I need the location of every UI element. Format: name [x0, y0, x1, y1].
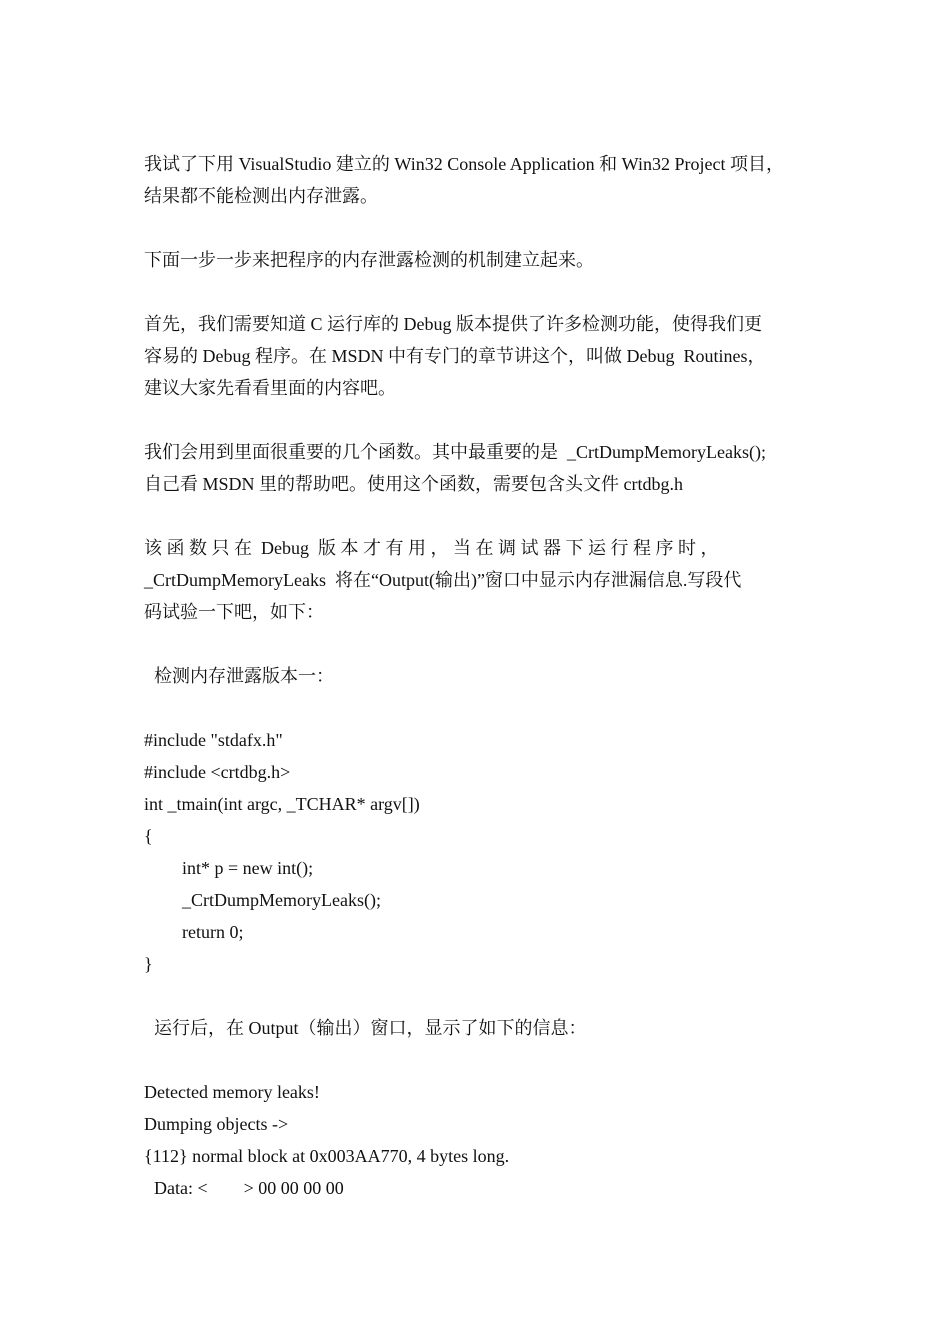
output-line-1: Detected memory leaks! [144, 1082, 320, 1102]
paragraph-4-line-1: 我们会用到里面很重要的几个函数。其中最重要的是 _CrtDumpMemoryLeaks(); [144, 442, 766, 462]
output-line-3: {112} normal block at 0x003AA770, 4 bytes long. [144, 1146, 510, 1166]
paragraph-4-line-2: 自己看 MSDN 里的帮助吧。使用这个函数，需要包含头文件 crtdbg.h [144, 474, 683, 494]
paragraph-5-line-3: 码试验一下吧，如下： [144, 602, 324, 622]
code-line-7: return 0; [182, 922, 244, 942]
output-line-4: Data: < > 00 00 00 00 [154, 1178, 344, 1198]
code-line-3: int _tmain(int argc, _TCHAR* argv[]) [144, 794, 420, 814]
paragraph-1-line-1: 我试了下用 VisualStudio 建立的 Win32 Console Application 和 Win32 Project 项目， [144, 154, 784, 174]
paragraph-1-line-2: 结果都不能检测出内存泄露。 [144, 186, 378, 206]
after-run-text: 运行后，在 Output（输出）窗口，显示了如下的信息： [154, 1018, 587, 1038]
paragraph-3-line-2: 容易的 Debug 程序。在 MSDN 中有专门的章节讲这个，叫做 Debug Routines， [144, 346, 766, 366]
code-line-5: int* p = new int(); [182, 858, 314, 878]
paragraph-5-line-2: _CrtDumpMemoryLeaks 将在“Output(输出)”窗口中显示内存泄漏信息.写段代 [144, 570, 742, 590]
code-line-2: #include <crtdbg.h> [144, 762, 291, 782]
paragraph-5-line-1: 该 函 数 只 在 Debug 版 本 才 有 用 ， 当 在 调 试 器 下 运 行 程 序 时 ， [144, 538, 719, 558]
code-line-1: #include "stdafx.h" [144, 730, 283, 750]
paragraph-3-line-1: 首先，我们需要知道 C 运行库的 Debug 版本提供了许多检测功能，使得我们更 [144, 314, 762, 334]
output-line-2: Dumping objects -> [144, 1114, 289, 1134]
paragraph-2-line-1: 下面一步一步来把程序的内存泄露检测的机制建立起来。 [144, 250, 594, 270]
code-line-4: { [144, 826, 153, 846]
code-line-6: _CrtDumpMemoryLeaks(); [182, 890, 381, 910]
section-heading-version-one: 检测内存泄露版本一： [154, 666, 334, 686]
code-line-8: } [144, 954, 153, 974]
paragraph-3-line-3: 建议大家先看看里面的内容吧。 [144, 378, 396, 398]
